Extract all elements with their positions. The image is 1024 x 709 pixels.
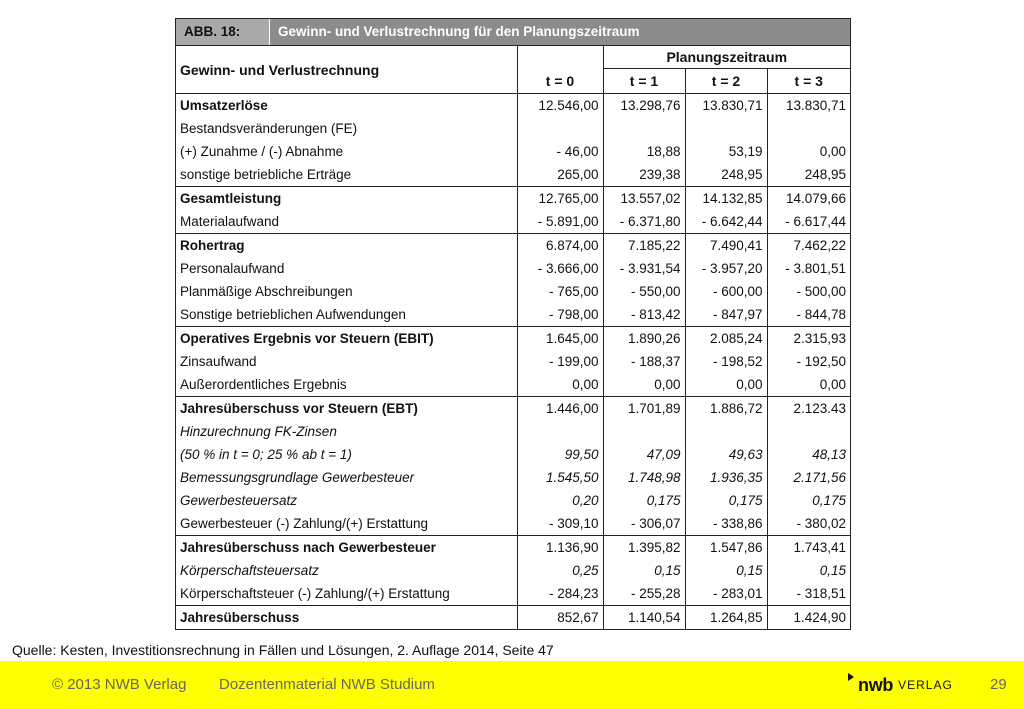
value-cell-t1: - 188,37 <box>603 350 685 373</box>
value-cell-t0: 852,67 <box>517 606 603 630</box>
value-cell-t3 <box>767 117 850 140</box>
table-row <box>176 443 850 466</box>
table-row <box>176 582 850 606</box>
row-label: Hinzurechnung FK-Zinsen <box>180 424 337 439</box>
row-label: Körperschaftsteuersatz <box>180 563 319 578</box>
row-label: Jahresüberschuss vor Steuern (EBT) <box>176 397 517 421</box>
source-citation: Quelle: Kesten, Investitionsrechnung in Fällen und Lösungen, 2. Auflage 2014, Seite 47 <box>12 642 554 658</box>
row-label: Körperschaftsteuer (-) Zahlung/(+) Erstattung <box>180 586 450 601</box>
row-label: Außerordentliches Ergebnis <box>180 377 347 392</box>
value-cell-t3: 1.743,41 <box>767 536 850 560</box>
value-cell-t3: 0,175 <box>767 489 850 512</box>
value-cell-t0: - 199,00 <box>517 350 603 373</box>
value-cell-t2: 1.936,35 <box>685 466 767 489</box>
value-cell-t2: 1.264,85 <box>685 606 767 630</box>
table-row <box>176 234 850 258</box>
value-cell-t2: - 600,00 <box>685 280 767 303</box>
table-row <box>176 303 850 327</box>
value-cell-t0: 0,20 <box>517 489 603 512</box>
value-cell-t2: - 847,97 <box>685 303 767 327</box>
row-label: Planmäßige Abschreibungen <box>180 284 353 299</box>
value-cell-t0: 12.765,00 <box>517 187 603 211</box>
figure-number: ABB. 18: <box>176 19 270 45</box>
value-cell-t1: - 813,42 <box>603 303 685 327</box>
value-cell-t2: - 6.642,44 <box>685 210 767 234</box>
value-cell-t0: 1.136,90 <box>517 536 603 560</box>
row-label: Umsatzerlöse <box>176 94 517 118</box>
value-cell-t1: - 306,07 <box>603 512 685 536</box>
value-cell-t1: 239,38 <box>603 163 685 187</box>
header-row-period <box>176 46 850 69</box>
row-label: Jahresüberschuss nach Gewerbesteuer <box>176 536 517 560</box>
value-cell-t3: - 192,50 <box>767 350 850 373</box>
value-cell-t2: 1.547,86 <box>685 536 767 560</box>
logo-subtitle: VERLAG <box>898 678 953 692</box>
value-cell-t0: - 284,23 <box>517 582 603 606</box>
value-cell-t2: 14.132,85 <box>685 187 767 211</box>
value-cell-t1 <box>603 117 685 140</box>
value-cell-t0: 12.546,00 <box>517 94 603 118</box>
value-cell-t0: 265,00 <box>517 163 603 187</box>
value-cell-t2: 0,15 <box>685 559 767 582</box>
value-cell-t3: 13.830,71 <box>767 94 850 118</box>
value-cell-t1: 1.395,82 <box>603 536 685 560</box>
value-cell-t3: 14.079,66 <box>767 187 850 211</box>
value-cell-t0: - 309,10 <box>517 512 603 536</box>
value-cell-t3: 2.171,56 <box>767 466 850 489</box>
value-cell-t2: - 198,52 <box>685 350 767 373</box>
value-cell-t0: 0,00 <box>517 373 603 397</box>
value-cell-t2: 0,175 <box>685 489 767 512</box>
footer-material: Dozentenmaterial NWB Studium <box>219 676 435 693</box>
row-label: sonstige betriebliche Erträge <box>180 167 352 182</box>
value-cell-t1: - 3.931,54 <box>603 257 685 280</box>
value-cell-t3: 2.123.43 <box>767 397 850 421</box>
value-cell-t1: 1.748,98 <box>603 466 685 489</box>
table-row <box>176 327 850 351</box>
nwb-logo <box>848 673 953 697</box>
value-cell-t3: 0,00 <box>767 140 850 163</box>
row-label: Rohertrag <box>176 234 517 258</box>
column-header-t0: t = 0 <box>517 69 603 94</box>
value-cell-t0: 6.874,00 <box>517 234 603 258</box>
value-cell-t2: 2.085,24 <box>685 327 767 351</box>
value-cell-t1: - 550,00 <box>603 280 685 303</box>
value-cell-t0: 1.446,00 <box>517 397 603 421</box>
value-cell-t1: 47,09 <box>603 443 685 466</box>
value-cell-t1 <box>603 420 685 443</box>
value-cell-t1: 7.185,22 <box>603 234 685 258</box>
value-cell-t3: - 318,51 <box>767 582 850 606</box>
value-cell-t2: 1.886,72 <box>685 397 767 421</box>
row-label: Personalaufwand <box>180 261 285 276</box>
value-cell-t1: 0,175 <box>603 489 685 512</box>
logo-wordmark: nwb <box>858 674 894 695</box>
footer-bar <box>0 661 1024 709</box>
value-cell-t2: 13.830,71 <box>685 94 767 118</box>
value-cell-t0: 1.645,00 <box>517 327 603 351</box>
value-cell-t1: - 255,28 <box>603 582 685 606</box>
table-row <box>176 350 850 373</box>
value-cell-t1: 13.557,02 <box>603 187 685 211</box>
value-cell-t1: 1.890,26 <box>603 327 685 351</box>
row-label: (50 % in t = 0; 25 % ab t = 1) <box>180 447 352 462</box>
logo-arrow-icon <box>848 673 854 681</box>
table-row <box>176 559 850 582</box>
value-cell-t2: 7.490,41 <box>685 234 767 258</box>
value-cell-t3: 0,00 <box>767 373 850 397</box>
figure-table-frame <box>175 18 851 630</box>
value-cell-t0: - 765,00 <box>517 280 603 303</box>
table-row <box>176 373 850 397</box>
value-cell-t0: - 798,00 <box>517 303 603 327</box>
value-cell-t0: - 46,00 <box>517 140 603 163</box>
table-row <box>176 187 850 211</box>
value-cell-t0: 1.545,50 <box>517 466 603 489</box>
value-cell-t2: 53,19 <box>685 140 767 163</box>
table-row <box>176 94 850 118</box>
value-cell-t2: - 283,01 <box>685 582 767 606</box>
figure-title: Gewinn- und Verlustrechnung für den Planungszeitraum <box>270 19 850 45</box>
row-label: Operatives Ergebnis vor Steuern (EBIT) <box>176 327 517 351</box>
column-header-t1: t = 1 <box>603 69 685 94</box>
value-cell-t2: 0,00 <box>685 373 767 397</box>
value-cell-t3: - 6.617,44 <box>767 210 850 234</box>
table-row <box>176 606 850 630</box>
value-cell-t3: 0,15 <box>767 559 850 582</box>
value-cell-t1: 1.701,89 <box>603 397 685 421</box>
table-row <box>176 536 850 560</box>
value-cell-t3: 248,95 <box>767 163 850 187</box>
value-cell-t2 <box>685 420 767 443</box>
table-row <box>176 117 850 140</box>
value-cell-t0 <box>517 420 603 443</box>
value-cell-t0: - 3.666,00 <box>517 257 603 280</box>
table-row <box>176 489 850 512</box>
row-label: Sonstige betrieblichen Aufwendungen <box>180 307 406 322</box>
row-label: Jahresüberschuss <box>176 606 517 630</box>
value-cell-t2: 49,63 <box>685 443 767 466</box>
value-cell-t2 <box>685 117 767 140</box>
value-cell-t0: 99,50 <box>517 443 603 466</box>
label-column-header: Gewinn- und Verlustrechnung <box>176 46 517 94</box>
value-cell-t1: 18,88 <box>603 140 685 163</box>
value-cell-t3: - 3.801,51 <box>767 257 850 280</box>
value-cell-t1: 13.298,76 <box>603 94 685 118</box>
value-cell-t2: 248,95 <box>685 163 767 187</box>
table-row <box>176 512 850 536</box>
value-cell-t1: 1.140,54 <box>603 606 685 630</box>
column-header-t3: t = 3 <box>767 69 850 94</box>
income-statement-table <box>176 45 850 629</box>
table-row <box>176 397 850 421</box>
value-cell-t3 <box>767 420 850 443</box>
value-cell-t3: - 500,00 <box>767 280 850 303</box>
value-cell-t1: 0,00 <box>603 373 685 397</box>
row-label: Gewerbesteuer (-) Zahlung/(+) Erstattung <box>180 516 428 531</box>
period-header: Planungszeitraum <box>603 46 850 69</box>
value-cell-t0 <box>517 117 603 140</box>
value-cell-t1: 0,15 <box>603 559 685 582</box>
header-empty-cell <box>517 46 603 69</box>
value-cell-t0: 0,25 <box>517 559 603 582</box>
value-cell-t3: 48,13 <box>767 443 850 466</box>
table-row <box>176 163 850 187</box>
value-cell-t1: - 6.371,80 <box>603 210 685 234</box>
value-cell-t0: - 5.891,00 <box>517 210 603 234</box>
table-row <box>176 466 850 489</box>
table-row <box>176 420 850 443</box>
row-label: (+) Zunahme / (-) Abnahme <box>180 144 344 159</box>
row-label: Gesamtleistung <box>176 187 517 211</box>
table-row <box>176 140 850 163</box>
row-label: Zinsaufwand <box>180 354 257 369</box>
value-cell-t3: - 844,78 <box>767 303 850 327</box>
row-label: Gewerbesteuersatz <box>180 493 298 508</box>
page-number: 29 <box>990 676 1007 693</box>
row-label: Bestandsveränderungen (FE) <box>180 121 358 136</box>
value-cell-t3: 1.424,90 <box>767 606 850 630</box>
footer-copyright: © 2013 NWB Verlag <box>52 676 187 693</box>
value-cell-t2: - 3.957,20 <box>685 257 767 280</box>
value-cell-t3: - 380,02 <box>767 512 850 536</box>
value-cell-t3: 7.462,22 <box>767 234 850 258</box>
table-row <box>176 257 850 280</box>
value-cell-t3: 2.315,93 <box>767 327 850 351</box>
table-row <box>176 280 850 303</box>
figure-header <box>176 19 850 45</box>
row-label: Materialaufwand <box>180 214 280 229</box>
column-header-t2: t = 2 <box>685 69 767 94</box>
table-row <box>176 210 850 234</box>
value-cell-t2: - 338,86 <box>685 512 767 536</box>
row-label: Bemessungsgrundlage Gewerbesteuer <box>180 470 415 485</box>
